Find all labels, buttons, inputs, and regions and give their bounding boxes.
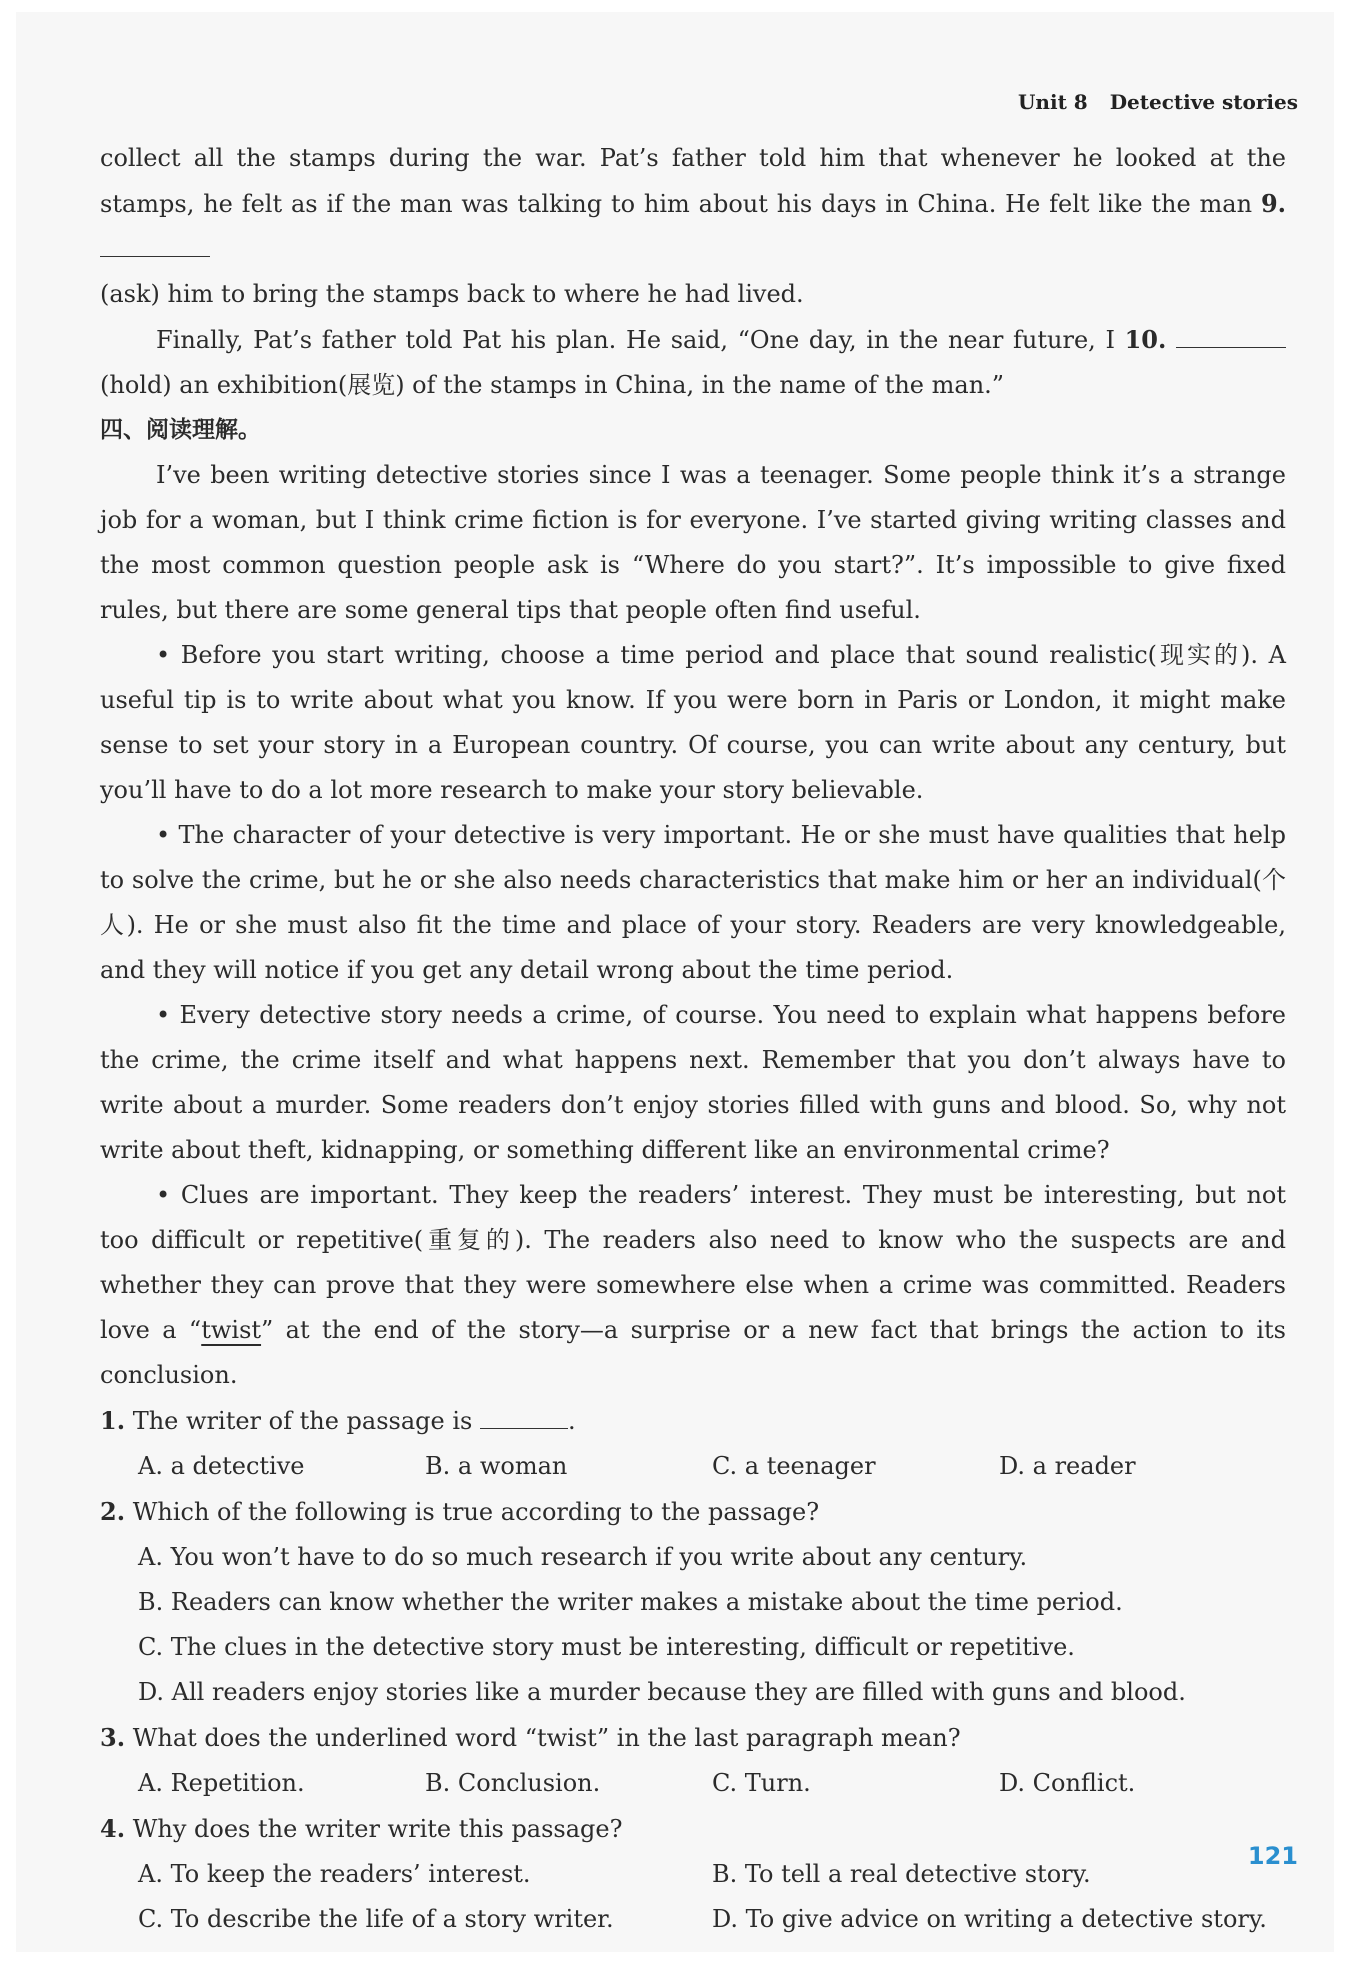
option-a[interactable]: A. You won’t have to do so much research if you write about any century. <box>138 1543 1028 1571</box>
options <box>100 1444 1286 1489</box>
question-stem <box>100 1489 1286 1535</box>
cloze-paragraph-1 <box>100 136 1286 317</box>
passage-paragraph-1: I’ve been writing detective stories since I was a teenager. Some people think it’s a strange job for a woman, but I think crime fiction is for everyone. I’ve started giving writing classes and the most common question people ask is “Where do you start?”. It’s impossible to give fixed rules, but there are some general tips that people often find useful. <box>100 461 1286 624</box>
passage-text: ” at the end of the story—a surprise or a new fact that brings the action to its conclusion. <box>100 1316 1286 1389</box>
cloze-text: Finally, Pat’s father told Pat his plan. He said, “One day, in the near future, I <box>156 326 1125 354</box>
option-d[interactable]: D. Conflict. <box>999 1769 1136 1797</box>
answer-blank[interactable] <box>480 1404 568 1429</box>
question-stem <box>100 1398 1286 1444</box>
passage-paragraph-5 <box>100 1173 1286 1398</box>
question-text: The writer of the passage is <box>132 1407 480 1435</box>
question-text: What does the underlined word “twist” in the last paragraph mean? <box>132 1724 961 1752</box>
page-number: 121 <box>1247 1842 1298 1870</box>
question-number: 2. <box>100 1497 126 1526</box>
options <box>100 1761 1286 1806</box>
section-title: 四、阅读理解。 <box>100 417 261 443</box>
option-a[interactable]: A. Repetition. <box>138 1769 305 1797</box>
question-number: 1. <box>100 1406 126 1435</box>
cloze-text: (ask) him to bring the stamps back to where he had lived. <box>100 280 804 308</box>
options-row-1 <box>100 1852 1286 1897</box>
answer-blank-10[interactable] <box>1176 323 1286 348</box>
header-title: Detective stories <box>1109 90 1298 114</box>
option-a[interactable]: A. a detective <box>138 1452 305 1480</box>
underlined-word-twist: twist <box>201 1316 262 1344</box>
page <box>16 12 1334 1952</box>
option-b[interactable]: B. Conclusion. <box>425 1769 601 1797</box>
blank-number-10: 10. <box>1124 325 1167 354</box>
option-c[interactable]: C. a teenager <box>712 1452 876 1480</box>
question-stem <box>100 1806 1286 1852</box>
option-d[interactable]: D. All readers enjoy stories like a murder because they are filled with guns and blood. <box>138 1678 1186 1706</box>
options-row-2 <box>100 1897 1286 1942</box>
passage-text: • Clues are important. They keep the readers’ interest. They must be interesting, but not too difficult or repetitive(重复的). The readers also need to know who the suspects are and whether they can prove that they were somewhere else when a crime was committed. Readers love a “ <box>100 1181 1286 1344</box>
option-b[interactable]: B. Readers can know whether the writer makes a mistake about the time period. <box>138 1588 1123 1616</box>
question-text: Why does the writer write this passage? <box>132 1815 623 1843</box>
question-text: Which of the following is true according to the passage? <box>132 1498 820 1526</box>
question-number: 3. <box>100 1723 126 1752</box>
cloze-text: collect all the stamps during the war. Pat’s father told him that whenever he looked at the stamps, he felt as if the man was talking to him about his days in China. He felt like the man <box>100 144 1286 218</box>
running-header <box>1018 90 1298 114</box>
question-2 <box>100 1489 1286 1715</box>
question-text: . <box>567 1407 576 1435</box>
option-c[interactable]: C. The clues in the detective story must be interesting, difficult or repetitive. <box>138 1633 1075 1661</box>
passage-paragraph-4: • Every detective story needs a crime, of course. You need to explain what happens before the crime, the crime itself and what happens next. Remember that you don’t always have to write about a murder. Some readers don’t enjoy stories filled with guns and blood. So, why not write about theft, kidnapping, or something different like an environmental crime? <box>100 1001 1286 1164</box>
question-1 <box>100 1398 1286 1489</box>
content <box>100 136 1286 1942</box>
answer-blank-9[interactable] <box>100 232 210 257</box>
option-b[interactable]: B. To tell a real detective story. <box>712 1860 1091 1888</box>
passage-paragraph-3: • The character of your detective is very important. He or she must have qualities that help to solve the crime, but he or she also needs characteristics that make him or her an individual(个人). He or she must also fit the time and place of your story. Readers are very knowledgeable, and they will notice if you get any detail wrong about the time period. <box>100 821 1286 984</box>
option-c[interactable]: C. To describe the life of a story writer. <box>138 1905 614 1933</box>
cloze-text: (hold) an exhibition(展览) of the stamps in China, in the name of the man.” <box>100 371 1005 399</box>
option-d[interactable]: D. To give advice on writing a detective story. <box>712 1905 1267 1933</box>
option-b[interactable]: B. a woman <box>425 1452 568 1480</box>
blank-number-9: 9. <box>1260 189 1286 218</box>
question-3 <box>100 1715 1286 1806</box>
question-stem <box>100 1715 1286 1761</box>
option-d[interactable]: D. a reader <box>999 1452 1136 1480</box>
option-a[interactable]: A. To keep the readers’ interest. <box>138 1860 531 1888</box>
option-c[interactable]: C. Turn. <box>712 1769 811 1797</box>
question-4 <box>100 1806 1286 1942</box>
question-number: 4. <box>100 1814 126 1843</box>
header-unit: Unit 8 <box>1017 90 1088 114</box>
cloze-paragraph-2 <box>100 317 1286 408</box>
passage-paragraph-2: • Before you start writing, choose a time period and place that sound realistic(现实的). A useful tip is to write about what you know. If you were born in Paris or London, it might make sense to set your story in a European country. Of course, you can write about any century, but you’ll have to do a lot more research to make your story believable. <box>100 641 1286 804</box>
